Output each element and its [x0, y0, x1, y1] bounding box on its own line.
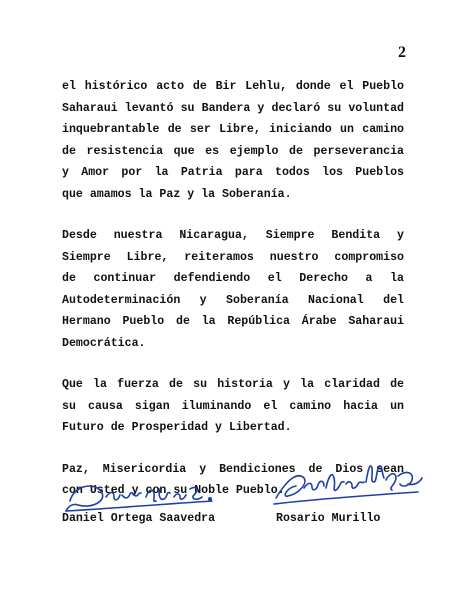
text-line: que amamos la Paz y la Soberanía. [62, 187, 292, 201]
text-line: Autodeterminación y Soberanía Nacional del [62, 293, 404, 307]
text-line: Futuro de Prosperidad y Libertad. [62, 421, 292, 434]
text-line: Siempre Libre, reiteramos nuestro compromiso [62, 250, 404, 264]
text-line: Paz, Misericordia y Bendiciones de Dios sean [62, 462, 404, 476]
signature-rosario-murillo [268, 458, 438, 518]
signature-area [0, 450, 464, 540]
text-line: Hermano Pueblo de la República Árabe Saharaui [62, 315, 404, 328]
page-number: 2 [398, 44, 406, 61]
text-line: Desde nuestra Nicaragua, Siempre Bendita y [62, 229, 404, 242]
text-line: Saharaui levantó su Bandera y declaró su voluntad [62, 101, 404, 115]
text-line: de continuar defendiendo el Derecho a la [62, 272, 404, 285]
text-line: Que la fuerza de su historia y la claridad de [62, 378, 404, 391]
text-line: de resistencia que es ejemplo de perseverancia [62, 144, 404, 158]
paragraph-2 [62, 225, 404, 354]
text-line: inquebrantable de ser Libre, iniciando un camino [62, 123, 404, 136]
signer-name-2: Rosario Murillo [276, 512, 381, 525]
text-line: Democrática. [62, 336, 146, 350]
text-line: su causa sigan iluminando el camino hacia un [62, 399, 404, 413]
signature-daniel-ortega [62, 475, 242, 515]
paragraph-3 [62, 374, 404, 439]
signer-name-1: Daniel Ortega Saavedra [62, 512, 216, 525]
text-line: con Usted y con su Noble Pueblo. [62, 484, 285, 497]
text-line: el histórico acto de Bir Lehlu, donde el Pueblo [62, 80, 404, 93]
paragraph-1 [62, 76, 404, 205]
text-line: y Amor por la Patria para todos los Pueblos [62, 166, 404, 179]
